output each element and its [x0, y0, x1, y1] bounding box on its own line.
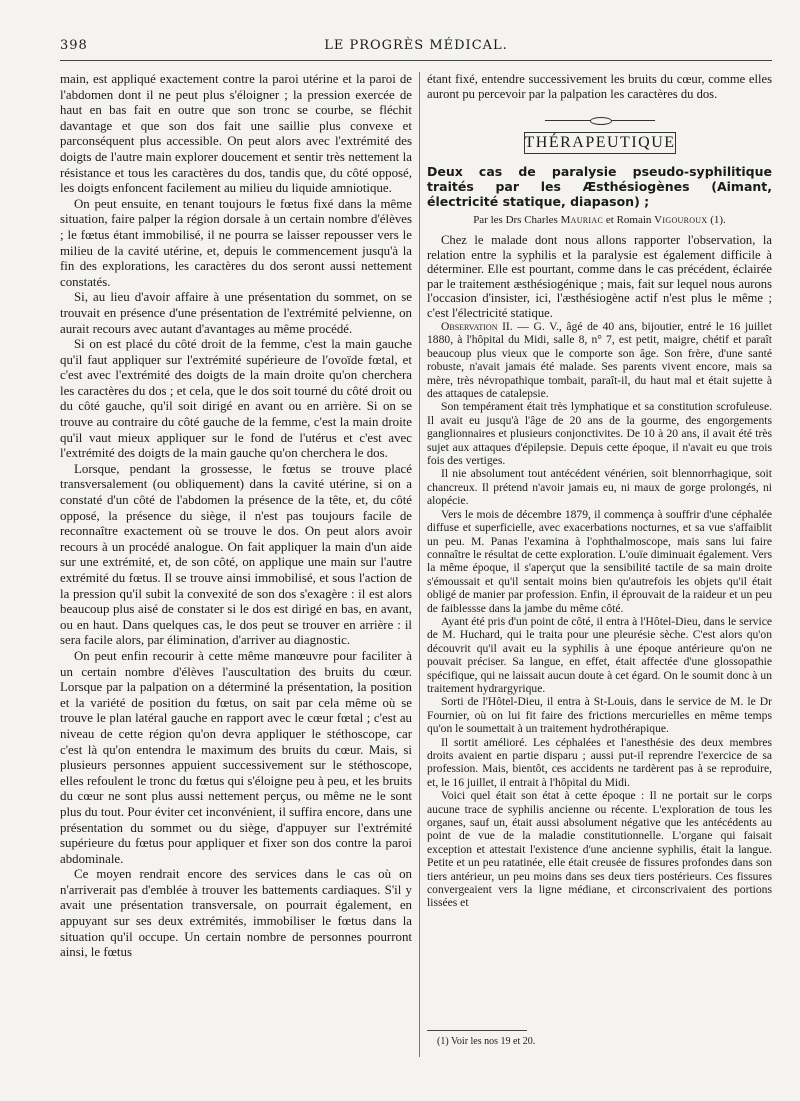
observation-paragraph: [427, 320, 772, 400]
paragraph: Ce moyen rendrait encore des services dans le cas où on n'arriverait pas d'emblée à trouver les battements cardiaques. S'il y avait une présentation transversale, on pourrait également, en appuyant sur ses deux extrémités, immobiliser le fœtus dans la situation qu'il occupe. Un certain nombre de personnes pourront ainsi, le fœtus: [60, 867, 412, 960]
author-name: Vigouroux: [654, 213, 708, 226]
left-column: [60, 72, 412, 1062]
header-rule: [60, 60, 772, 61]
footnote-rule: [427, 1030, 527, 1031]
paragraph: Il nie absolument tout antécédent vénérien, soit blennorrhagique, soit chancreux. Il prétend n'avoir jamais eu, ni maux de gorge prolongés, ni alopécie.: [427, 467, 772, 508]
paragraph: On peut enfin recourir à cette même manœuvre pour faciliter à un certain nombre d'élèves l'auscultation des bruits du cœur. Lorsque par la palpation on a déterminé la présentation, la position et la variété de position du fœtus, on sait par cela même où se trouve le plan latéral gauche en rapport avec le cœur fœtal ; c'est au niveau de cette région qu'on devra appliquer le stéthoscope, car c'est là qu'on entendra le maximum des bruits du cœur. Mais, si plusieurs personnes appuient successivement sur le stéthoscope, elles refoulent le tronc du fœtus qui s'éloigne peu à peu, et les bruits du cœur ne sont plus aussi nettement perçus, ou même ne le sont plus du tout. Pour éviter cet inconvénient, il suffira encore, dans une présentation du sommet ou du siège, d'appuyer sur l'extrémité supérieure du fœtus pour appliquer et fixer son dos contre la paroi abdominale.: [60, 648, 413, 866]
paragraph: Chez le malade dont nous allons rapporter l'observation, la relation entre la syphilis et la paralysie est également difficile à déterminer. Elle est pourtant, comme dans le cas précédent, éclairée par le traitement æsthésiogénique ; mais, fait sur lequel nous aurons l'occasion d'insister, ici, l'æsthésiogène actif n'est plus le même ; c'est l'électricité statique.: [427, 233, 772, 320]
running-title: LE PROGRÈS MÉDICAL.: [324, 38, 508, 53]
observation-text: — G. V., âgé de 40 ans, bijoutier, entré le 16 juillet 1880, à l'hôpital du Midi, salle 8, n° 7, est petit, maigre, chétif et paraît beaucoup plus vieux que le comporte son âge. Son frère, d'une santé robuste, n'avait jamais été malade. Ses parents vivent encore, mais sa mère, très névropathique tombait, paraît-il, du haut mal et était sujette à des attaques de catalepsie.: [427, 320, 772, 401]
article-title: Deux cas de paralysie pseudo-syphilitique traités par les Æsthésiogènes (Aimant, électricité statique, diapason) ;: [427, 163, 772, 209]
page-number: 398: [60, 38, 88, 53]
paragraph: Si, au lieu d'avoir affaire à une présentation du sommet, on se trouvait en présence d'une présentation de l'extrémité pelvienne, on aurait recours avec autant d'avantages au même procédé.: [60, 290, 412, 336]
paragraph: Voici quel était son état à cette époque : Il ne portait sur le corps aucune trace de syphilis ancienne ou récente. L'exploration de tous les organes, sauf un, était aussi absolument négative que les antécédents au point de vue de la maladie constitutionnelle. L'organe qui faisait exception et attestait l'existence d'une ancienne syphilis, était la langue. Petite et un peu ratatinée, elle était creusée de fissures profondes dans son tiers antérieur, un peu moins dans ses deux tiers postérieurs. Ces fissures convergeaient vers la ligne médiane, et circonscrivaient des portions lissées et: [427, 789, 772, 910]
paragraph: Sorti de l'Hôtel-Dieu, il entra à St-Louis, dans le service de M. le Dr Fournier, où on lui fit faire des frictions mercurielles en même temps qu'on le soumettait à un traitement hydrothérapique.: [427, 695, 772, 736]
column-divider: [419, 72, 420, 1057]
paragraph: étant fixé, entendre successivement les bruits du cœur, comme elles auront pu percevoir par la palpation les caractères du dos.: [427, 72, 772, 101]
ornament-divider: [545, 117, 655, 124]
byline-prefix: Par les Drs Charles: [473, 213, 558, 226]
page-header: [60, 38, 772, 60]
byline-mid: et Romain: [605, 213, 652, 226]
byline: [427, 213, 772, 228]
paragraph: Lorsque, pendant la grossesse, le fœtus se trouve placé transversalement (ou obliquement) dans la cavité utérine, si on a constaté d'un côté de l'abdomen la présence de la tête, et, du côté opposé, la présence du siège, il n'est pas toujours facile de reconnaître exactement où se trouve le dos. On peut alors avoir recours à un procédé analogue. On fait appliquer la main d'un aide sur une extrémité, et, de son côté, on applique une main sur l'autre extrémité du fœtus. Il se trouve ainsi immobilisé, et sous l'action de la pression qu'il subit la convexité de son dos s'exagère : il est alors beaucoup plus aisé de constater si le dos est dirigé en bas, en avant, ou en haut. Dans quelques cas, le dos peut se trouver en arrière : il sera facile alors, par élimination, d'arriver au diagnostic.: [60, 461, 412, 648]
section-heading: THÉRAPEUTIQUE: [524, 132, 676, 154]
paragraph: Son tempérament était très lymphatique et sa constitution scrofuleuse. Il avait eu jusqu'à l'âge de 20 ans de la gourme, des engorgements ganglionnaires et plusieurs conjonctivites. De 10 à 20 ans, il avait été très sujet aux attaques d'épilepsie. Depuis cette époque, il n'avait eu que trois fois des vertiges.: [427, 400, 772, 468]
paragraph: main, est appliqué exactement contre la paroi utérine et la paroi de l'abdomen dont il ne peut plus s'éloigner ; la pression exercée de haut en bas fait en outre que son tronc se courbe, se fléchit davantage et que son dos fait une saillie plus convexe et parconséquent plus accessible. On peut alors avec l'extrémité des doigts de l'autre main explorer doucement et sentir très nettement la résistance et tous les caractères du dos, tandis que, du côté opposé, les doigts enfoncent facilement au milieu du liquide amniotique.: [60, 72, 412, 196]
footnote-ref: (1).: [710, 213, 726, 226]
right-column: [427, 72, 772, 1062]
paragraph: On peut ensuite, en tenant toujours le fœtus fixé dans la même situation, faire palper la région dorsale à un certain nombre d'élèves ; le fœtus étant immobilisé, il ne pourra se laisser repousser vers le milieu de la cavité utérine, et, depuis le commencement jusqu'à la fin des explorations, les caractères du dos seront aussi nettement constatés.: [60, 196, 412, 289]
paragraph: Vers le mois de décembre 1879, il commença à souffrir d'une céphalée diffuse et superficielle, avec exacerbations nocturnes, et sa vue s'affaiblit un peu. M. Panas l'examina à l'ophthalmoscope, mais sans lui faire connaître le résultat de cette exploration. L'ouïe diminuait également. Vers la même époque, il s'aperçut que la sensibilité tactile de sa main droite s'émoussait et qu'il sentait moins bien qu'autrefois les objets qu'il était obligé de manier par profession. Enfin, il éprouvait de la raideur et un peu de faiblessse dans la jambe du même côté.: [427, 507, 772, 615]
paragraph: Il sortit amélioré. Les céphalées et l'anesthésie des deux membres droits avaient en partie disparu ; aussi put-il reprendre l'exercice de sa profession. Mais, bientôt, ces accidents ne tardèrent pas à se reproduire, et, le 16 juillet, il entrait à l'hôpital du Midi.: [427, 735, 772, 789]
paragraph: Ayant été pris d'un point de côté, il entra à l'Hôtel-Dieu, dans le service de M. Huchard, qui le traita pour une pleurésie sèche. C'est alors qu'on découvrit qu'il avait eu la syphilis à une époque antérieure qu'on ne pouvait préciser. Sa langue, en effet, était affectée d'une glossopathie spécifique, qui ne laissait aucun doute à cet égard. On le soumit donc à un traitement hydrargyrique.: [427, 614, 772, 695]
author-name: Mauriac: [560, 213, 604, 226]
paragraph: Si on est placé du côté droit de la femme, c'est la main gauche qu'il faut appliquer sur l'extrémité supérieure de l'ovoïde fœtal, et c'est avec l'extrémité des doigts de la main droite qu'on cherchera les caractères du dos ; et cela, que le dos soit tourné du côté droit ou du côté gauche, qu'il soit dirigé en avant ou en arrière. Si on se trouve au contraire du côté gauche de la femme, c'est la main droite qu'il vaut mieux appliquer sur le fond de l'utérus et c'est avec l'extrémité des doigts de la main gauche qu'on cherchera le dos.: [60, 337, 412, 461]
footnote: (1) Voir les nos 19 et 20.: [437, 1036, 536, 1047]
observation-label: Observation II.: [441, 320, 513, 333]
